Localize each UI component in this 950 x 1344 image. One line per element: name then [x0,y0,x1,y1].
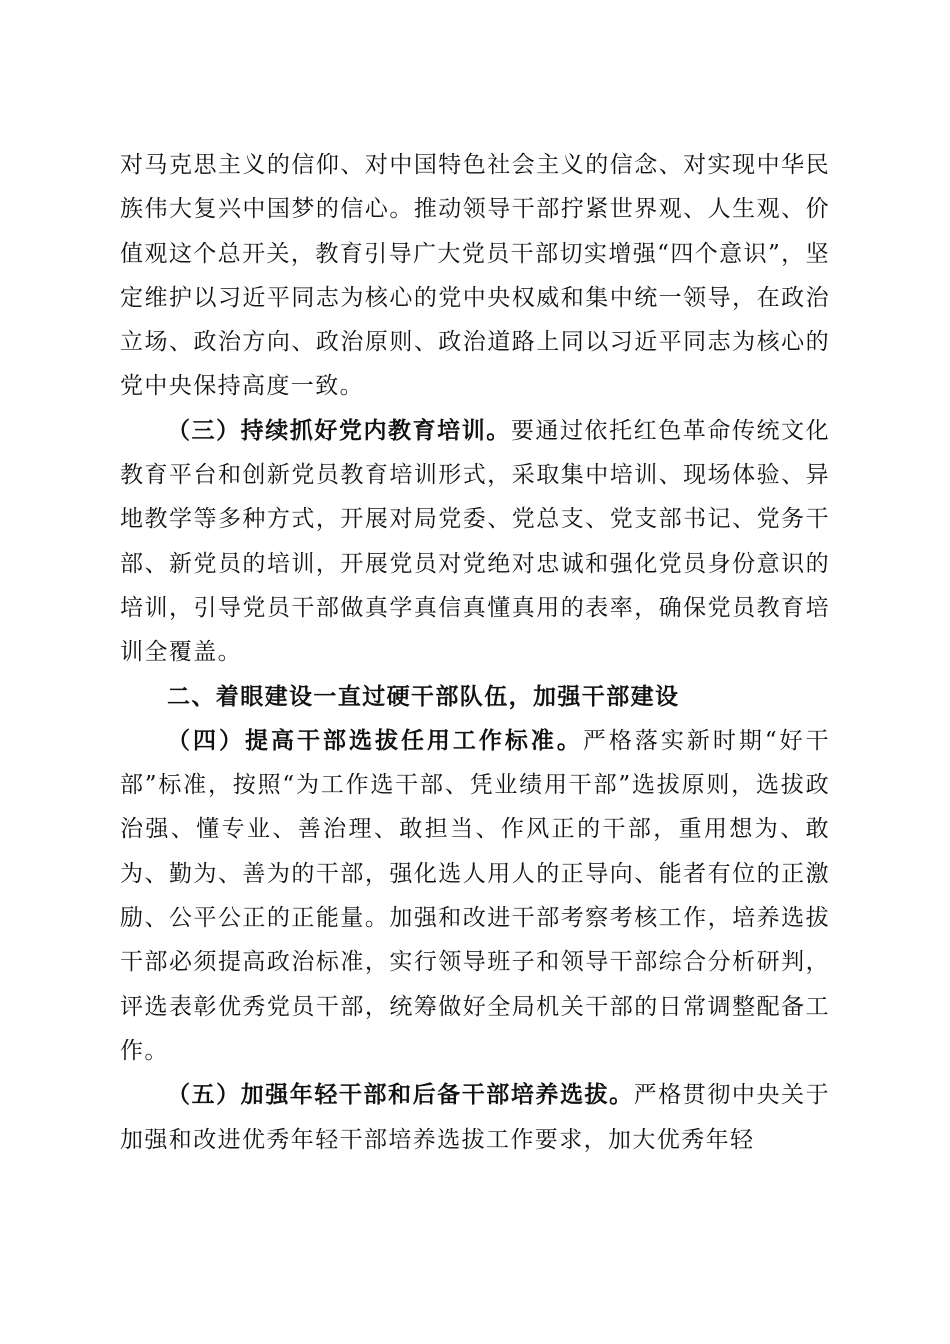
paragraph-lead: （四）提高干部选拔任用工作标准。 [167,726,583,754]
paragraph-text: 要通过依托红色革命传统文化教育平台和创新党员教育培训形式，采取集中培训、现场体验、异地教学等多种方式，开展对局党委、党总支、党支部书记、党务干部、新党员的培训，开展党员对党绝对忠诚和强化党员身份意识的培训，引导党员干部做真学真信真懂真用的表率，确保党员教育培训全覆盖。 [120,417,830,666]
paragraph-lead: （三）持续抓好党内教育培训。 [167,416,511,444]
paragraph-text: 严格贯彻中央关于加强和改进优秀年轻干部培养选拔工作要求，加大优秀年轻 [120,1082,830,1153]
paragraph-text: 严格落实新时期“好干部”标准，按照“为工作选干部、凭业绩用干部”选拔原则，选拔政治强、懂专业、善治理、敢担当、作风正的干部，重用想为、敢为、勤为、善为的干部，强化选人用人的正导向、能者有位的正激励、公平公正的正能量。加强和改进干部考察考核工作，培养选拔干部必须提高政治标准，实行领导班子和领导干部综合分析研判，评选表彰优秀党员干部，统筹做好全局机关干部的日常调整配备工作。 [120,727,830,1064]
paragraph-text: 对马克思主义的信仰、对中国特色社会主义的信念、对实现中华民族伟大复兴中国梦的信心。推动领导干部拧紧世界观、人生观、价值观这个总开关，教育引导广大党员干部切实增强“四个意识”，坚定维护以习近平同志为核心的党中央权威和集中统一领导，在政治立场、政治方向、政治原则、政治道路上同以习近平同志为核心的党中央保持高度一致。 [120,152,830,400]
paragraph-young-cadres [120,1073,830,1162]
paragraph-cadre-selection [120,719,830,1073]
paragraph-education-training [120,409,830,675]
document-body [120,143,830,1162]
paragraph-lead: （五）加强年轻干部和后备干部培养选拔。 [167,1081,634,1109]
section-heading: 二、着眼建设一直过硬干部队伍，加强干部建设 [167,682,680,710]
paragraph-continued [120,143,830,409]
